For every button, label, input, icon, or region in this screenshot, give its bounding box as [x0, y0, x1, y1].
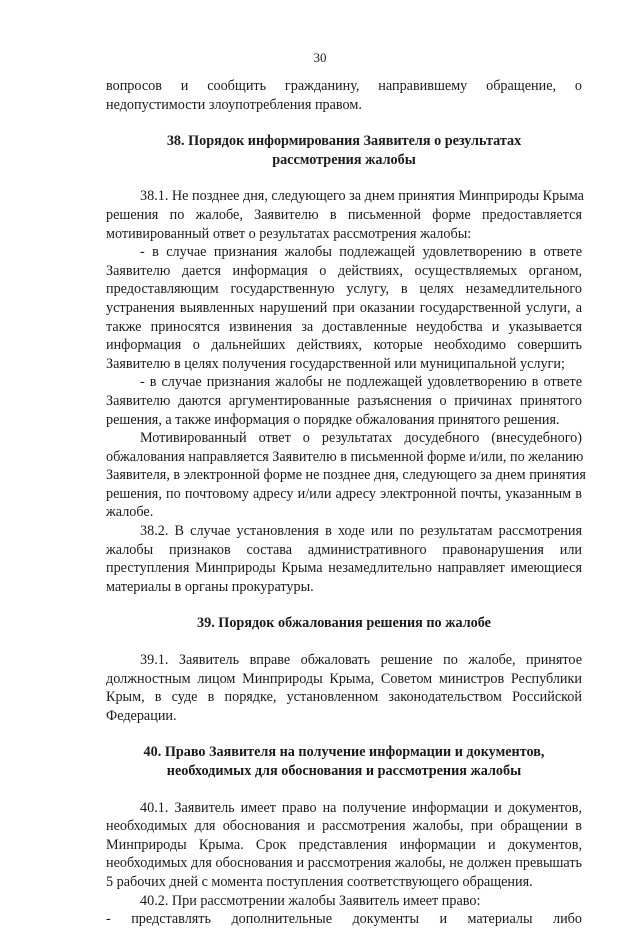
- page-number: 30: [313, 50, 327, 65]
- text-line: Заявителю даются аргументированные разъяснения о причинах принятого: [106, 392, 582, 409]
- heading-line: 40. Право Заявителя на получение информации и документов,: [143, 744, 545, 761]
- text-line: устранения выявленных нарушений при оказании государственной услуги, а: [106, 299, 582, 316]
- text-line: - в случае признания жалобы подлежащей удовлетворению в ответе: [140, 244, 582, 261]
- text-line: информация о дальнейших действиях, которые необходимо совершить: [106, 337, 582, 354]
- text-line: 38.1. Не позднее дня, следующего за днем принятия Минприроды Крыма: [140, 188, 584, 205]
- heading-line: рассмотрения жалобы: [272, 151, 416, 168]
- paragraph-39-1: [106, 651, 582, 725]
- paragraph-38-1-answer: [106, 429, 586, 522]
- text-line: необходимых для обоснования и рассмотрения жалобы, не должен превышать: [106, 855, 582, 872]
- text-line: недопустимости злоупотребления правом.: [106, 96, 362, 113]
- text-line: жалобе.: [106, 504, 154, 521]
- text-line: должностным лицом Минприроды Крыма, Советом министров Республики: [106, 670, 582, 687]
- text-line: 5 рабочих дней с момента поступления соответствующего обращения.: [106, 873, 533, 890]
- text-line: 38.2. В случае установления в ходе или по результатам рассмотрения: [140, 523, 582, 540]
- heading-line: 38. Порядок информирования Заявителя о результатах: [166, 133, 522, 150]
- text-line: материалы в органы прокуратуры.: [106, 578, 314, 595]
- text-line: преступления Минприроды Крыма незамедлительно направляет имеющиеся: [106, 560, 582, 577]
- paragraph-38-1-satisfied: [106, 243, 582, 373]
- heading-line: 39. Порядок обжалования решения по жалобе: [197, 615, 491, 632]
- text-line: Заявителю в целях получения государственной или муниципальной услуги;: [106, 355, 565, 372]
- text-line: решения по жалобе, Заявителю в письменной форме предоставляется: [106, 206, 582, 223]
- section-39-heading: [106, 614, 582, 633]
- text-line: - представлять дополнительные документы и материалы либо: [106, 911, 582, 928]
- text-line: также приносятся извинения за доставленные неудобства и указывается: [106, 318, 582, 335]
- paragraph-40-2-item: [106, 910, 582, 929]
- text-line: необходимых для обоснования и рассмотрения жалобы, при обращении в: [106, 818, 582, 835]
- text-line: Заявителю дается информация о действиях, осуществляемых органом,: [106, 262, 582, 279]
- text-line: мотивированный ответ о результатах рассмотрения жалобы:: [106, 225, 472, 242]
- text-line: - в случае признания жалобы не подлежащей удовлетворению в ответе: [140, 374, 582, 391]
- paragraph-40-2: [106, 892, 582, 911]
- text-line: 39.1. Заявитель вправе обжаловать решение по жалобе, принятое: [140, 652, 582, 669]
- text-line: вопросов и сообщить гражданину, направившему обращение, о: [106, 78, 582, 94]
- text-line: жалобы признаков состава административного правонарушения или: [106, 541, 582, 558]
- text-line: Федерации.: [106, 707, 177, 724]
- section-38-heading: [106, 132, 582, 169]
- heading-line: необходимых для обоснования и рассмотрения жалобы: [166, 763, 522, 779]
- text-line: решения, а также информация о порядке обжалования принятого решения.: [106, 411, 560, 428]
- text-line: 40.1. Заявитель имеет право на получение информации и документов,: [140, 799, 582, 816]
- paragraph-38-2: [106, 522, 582, 596]
- paragraph-40-1: [106, 799, 582, 892]
- text-line: 40.2. При рассмотрении жалобы Заявитель имеет право:: [140, 892, 481, 909]
- paragraph-38-1-rejected: [106, 373, 582, 429]
- section-40-heading: [106, 743, 582, 780]
- text-line: Крым, в суде в порядке, установленном законодательством Российской: [106, 689, 582, 706]
- text-line: Мотивированный ответ о результатах досудебного (внесудебного): [140, 430, 582, 447]
- document-body: [106, 77, 586, 929]
- intro-paragraph: [106, 77, 582, 114]
- text-line: решения, по почтовому адресу и/или адресу электронной почты, указанным в: [106, 485, 582, 502]
- text-line: Заявителя, в электронной форме не позднее дня, следующего за днем принятия: [106, 467, 586, 484]
- text-line: Минприроды Крыма. Срок представления информации и документов,: [106, 836, 582, 853]
- paragraph-38-1: [106, 187, 582, 243]
- text-line: предоставляющим государственную услугу, в целях незамедлительного: [106, 281, 582, 298]
- text-line: обжалования направляется Заявителю в письменной форме и/или, по желанию: [106, 448, 584, 465]
